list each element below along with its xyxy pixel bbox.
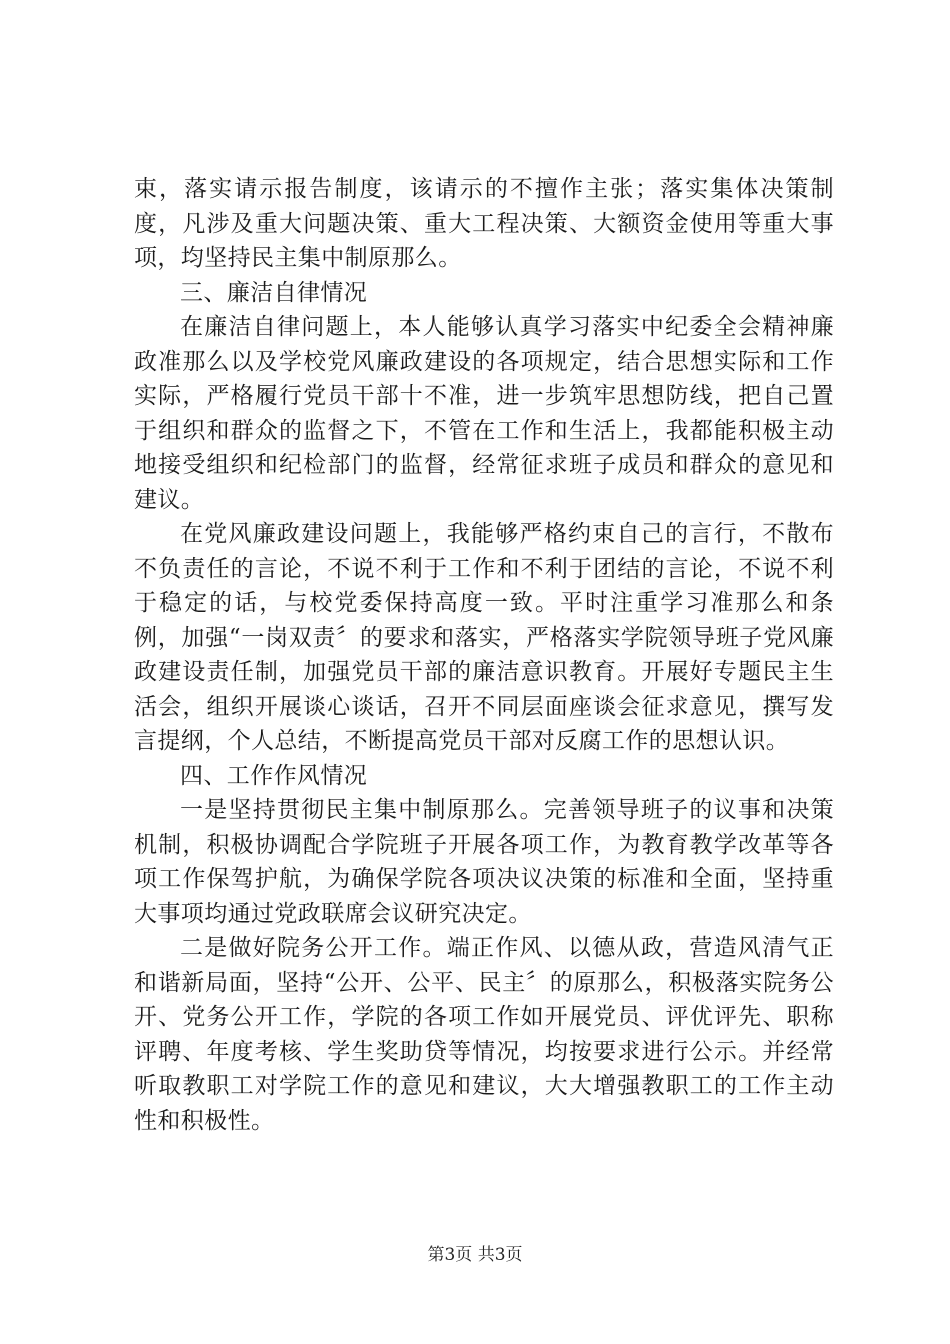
section-heading-integrity: 三、廉洁自律情况 <box>180 279 368 306</box>
paragraph-democratic-centralism: 一是坚持贯彻民主集中制原那么。完善领导班子的议事和决策机制，积极协调配合学院班子开展各项工作，为教育教学改革等各项工作保驾护航，为确保学院各项决议决策的标准和全面，坚持重大事项均通过党政联席会议研究决定。 <box>134 797 834 927</box>
document-body <box>134 172 834 1138</box>
paragraph-affairs-disclosure: 二是做好院务公开工作。端正作风、以德从政，营造风清气正和谐新局面，坚持“公开、公平、民主〞的原那么，积极落实院务公开、党务公开工作，学院的各项工作如开展党员、评优评先、职称评聘、年度考核、学生奖助贷等情况，均按要求进行公示。并经常听取教职工对学院工作的意见和建议，大大增强教职工的工作主动性和积极性。 <box>134 935 834 1134</box>
paragraph-continuation: 束，落实请示报告制度，该请示的不擅作主张；落实集体决策制度，凡涉及重大问题决策、重大工程决策、大额资金使用等重大事项，均坚持民主集中制原那么。 <box>134 176 834 271</box>
section-heading-work-style: 四、工作作风情况 <box>180 762 368 789</box>
paragraph-integrity-self-discipline: 在廉洁自律问题上，本人能够认真学习落实中纪委全会精神廉政准那么以及学校党风廉政建设的各项规定，结合思想实际和工作实际，严格履行党员干部十不准，进一步筑牢思想防线，把自己置于组织和群众的监督之下，不管在工作和生活上，我都能积极主动地接受组织和纪检部门的监督，经常征求班子成员和群众的意见和建议。 <box>134 314 834 513</box>
paragraph-party-conduct: 在党风廉政建设问题上，我能够严格约束自己的言行，不散布不负责任的言论，不说不利于工作和不利于团结的言论，不说不利于稳定的话，与校党委保持高度一致。平时注重学习准那么和条例，加强“一岗双责〞的要求和落实，严格落实学院领导班子党风廉政建设责任制，加强党员干部的廉洁意识教育。开展好专题民主生活会，组织开展谈心谈话，召开不同层面座谈会征求意见，撰写发言提纲，个人总结，不断提高党员干部对反腐工作的思想认识。 <box>134 521 834 754</box>
page-number-footer: 第3页 共3页 <box>427 1245 523 1265</box>
